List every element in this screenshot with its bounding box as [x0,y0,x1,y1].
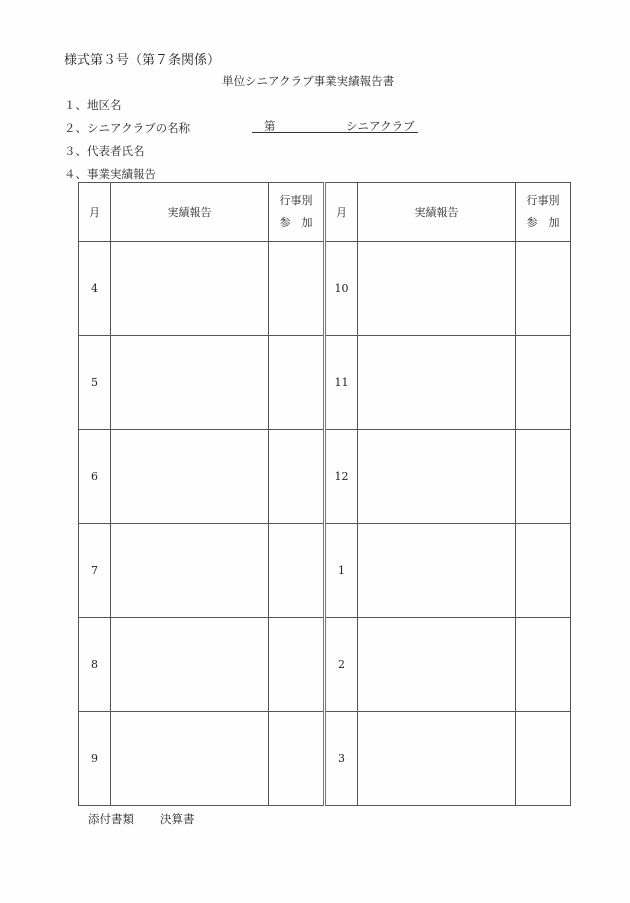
month-right: 1 [325,524,358,618]
table-row [79,242,571,336]
month-left: 9 [79,712,111,806]
header-month: 月 [79,183,111,242]
month-right: 11 [325,336,358,430]
item-club-name: ２、シニアクラブの名称 [64,121,191,135]
month-right: 12 [325,430,358,524]
participation-cell-right[interactable] [516,712,571,806]
participation-cell-left[interactable] [269,712,325,806]
month-left: 5 [79,336,111,430]
item-representative: ３、代表者氏名 [64,144,145,158]
item-district: １、地区名 [64,98,122,112]
report-cell-right[interactable] [358,430,516,524]
header-participation [269,183,325,242]
report-cell-left[interactable] [111,336,269,430]
header-participation [516,183,571,242]
participation-cell-left[interactable] [269,524,325,618]
table-header [79,183,571,242]
table-row [79,712,571,806]
report-cell-left[interactable] [111,242,269,336]
report-table [78,182,571,806]
participation-cell-left[interactable] [269,618,325,712]
participation-cell-right[interactable] [516,430,571,524]
report-cell-left[interactable] [111,712,269,806]
header-month: 月 [325,183,358,242]
table-row [79,336,571,430]
header-participation-line1: 行事別 [279,194,313,207]
month-right: 2 [325,618,358,712]
month-left: 6 [79,430,111,524]
report-cell-right[interactable] [358,524,516,618]
item-report: ４、事業実績報告 [64,167,156,181]
attachments-label: 添付書類 [88,812,134,826]
month-left: 4 [79,242,111,336]
report-cell-left[interactable] [111,524,269,618]
participation-cell-right[interactable] [516,242,571,336]
header-participation-line1: 行事別 [526,194,560,207]
participation-cell-left[interactable] [269,336,325,430]
participation-cell-right[interactable] [516,524,571,618]
participation-cell-right[interactable] [516,618,571,712]
table-row [79,618,571,712]
month-right: 10 [325,242,358,336]
header-report: 実績報告 [111,183,269,242]
report-cell-right[interactable] [358,336,516,430]
attachments-value: 決算書 [160,812,195,826]
club-prefix: 第 [264,119,276,133]
club-suffix: シニアクラブ [346,119,415,133]
attachments [88,811,221,827]
club-name-field[interactable] [252,118,418,133]
report-cell-right[interactable] [358,618,516,712]
report-cell-left[interactable] [111,618,269,712]
header-participation-line2: 参 加 [526,216,560,229]
participation-cell-left[interactable] [269,430,325,524]
header-report: 実績報告 [358,183,516,242]
form-number: 様式第３号（第７条関係） [64,53,221,68]
document-title: 単位シニアクラブ事業実績報告書 [222,74,395,88]
month-right: 3 [325,712,358,806]
table-row [79,430,571,524]
header-participation-line2: 参 加 [279,216,313,229]
report-cell-left[interactable] [111,430,269,524]
report-cell-right[interactable] [358,712,516,806]
table-row [79,524,571,618]
participation-cell-right[interactable] [516,336,571,430]
report-cell-right[interactable] [358,242,516,336]
month-left: 7 [79,524,111,618]
participation-cell-left[interactable] [269,242,325,336]
month-left: 8 [79,618,111,712]
